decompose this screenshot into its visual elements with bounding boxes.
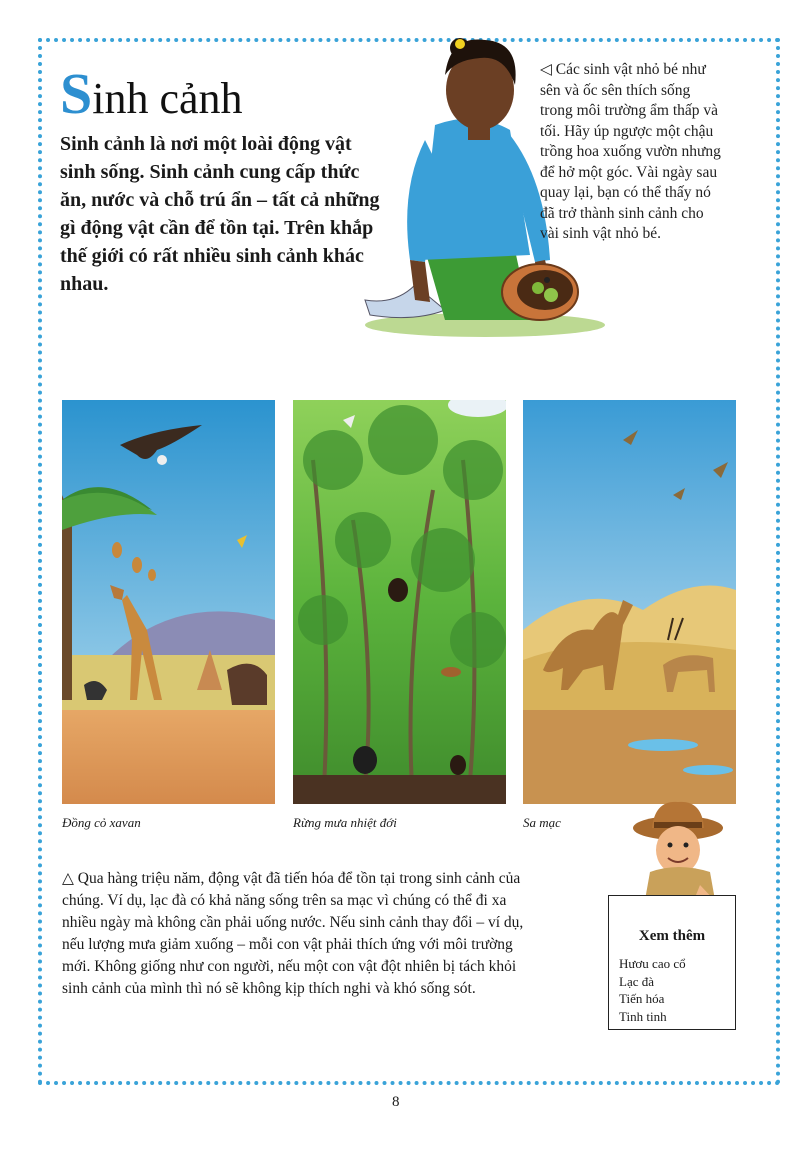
title-drop-cap: S	[60, 61, 93, 126]
caption-desert: Sa mạc	[523, 815, 561, 830]
see-also-item[interactable]: Tiến hóa	[619, 991, 665, 1006]
body-paragraph: △ Qua hàng triệu năm, động vật đã tiến hóa để tồn tại trong sinh cảnh của chúng. Ví dụ, lạc đà có khả năng sống trên sa mạc vì chúng có thể đi xa nhiều ngày mà không cần phải uống nước. Nếu sinh cảnh thay đổi – ví dụ, nếu lượng mưa giảm xuống – mỗi con vật phải thích ứng với môi trường mới. Không giống như con người, nếu một con vật đột nhiên bị tách khỏi sinh cảnh của mình thì nó sẽ không kịp thích nghi và khó sống sót.	[62, 870, 524, 997]
rainforest-illustration	[293, 400, 506, 804]
see-also-list	[619, 955, 725, 1025]
intro-paragraph: Sinh cảnh là nơi một loài động vật sinh sống. Sinh cảnh cung cấp thức ăn, nước và chỗ trú ẩn – tất cả những gì động vật cần để tồn tại. Trên khắp thế giới có rất nhiều sinh cảnh khác nhau.	[60, 133, 380, 295]
see-also-item[interactable]: Tinh tinh	[619, 1008, 667, 1024]
see-also-heading: Xem thêm	[638, 928, 706, 944]
side-note-text: ◁ Các sinh vật nhỏ bé như sên và ốc sên thích sống trong môi trường ẩm thấp và tối. Hãy úp ngược một chậu trồng hoa xuống vườn nhưng để hở một góc. Vài ngày sau quay lại, bạn có thể thấy nó đã trở thành sinh cảnh cho vài sinh vật nhỏ bé.	[540, 61, 721, 242]
caption-rainforest: Rừng mưa nhiệt đới	[293, 815, 397, 830]
page-title	[60, 60, 243, 127]
title-rest: inh cảnh	[92, 74, 243, 123]
see-also-box	[608, 895, 736, 1030]
page-number: 8	[392, 1094, 400, 1110]
savanna-illustration	[62, 400, 275, 804]
caption-savanna: Đồng cỏ xavan	[62, 815, 141, 830]
see-also-item[interactable]: Hươu cao cổ	[619, 956, 686, 971]
see-also-item[interactable]: Lạc đà	[619, 973, 655, 989]
desert-illustration	[523, 400, 736, 804]
